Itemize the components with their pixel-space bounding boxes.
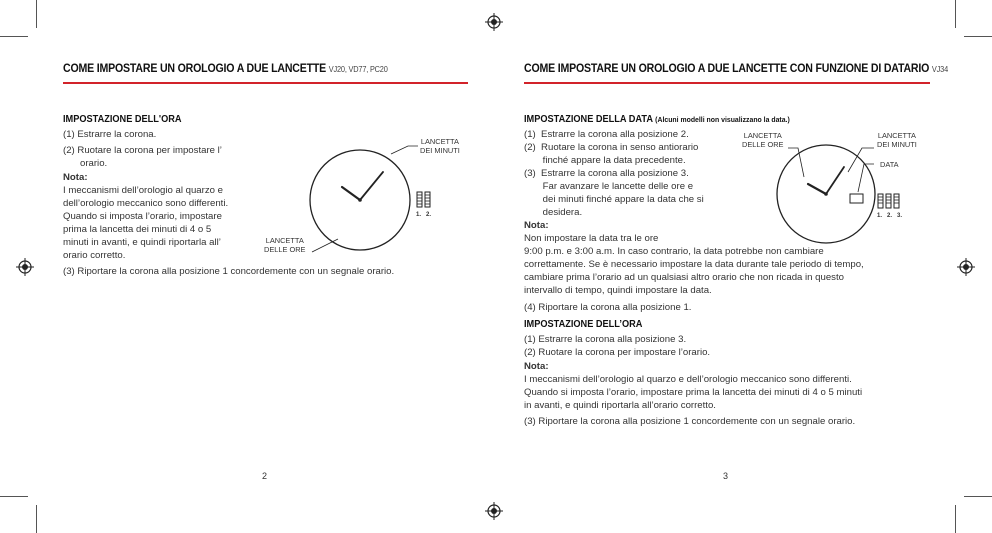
left-note-label: Nota:	[63, 172, 88, 183]
right-heading-date: IMPOSTAZIONE DELLA DATA (Alcuni modelli non visualizzano la data.)	[524, 114, 790, 125]
minute-hand	[826, 167, 844, 194]
left-step-1: (1) Estrarre la corona.	[63, 129, 157, 140]
right-date-note-label: Nota:	[524, 220, 549, 231]
right-date-step-4: (4) Riportare la corona alla posizione 1.	[524, 302, 692, 313]
leader-line-date	[858, 164, 874, 192]
right-time-note-label: Nota:	[524, 361, 549, 372]
right-page-number: 3	[723, 471, 729, 481]
leader-line-hour	[312, 239, 338, 252]
leader-line-hour	[788, 148, 804, 177]
right-crown-positions: 1. 2. 3.	[877, 213, 903, 219]
left-label-minute-hand: LANCETTA DEI MINUTI	[420, 137, 460, 155]
right-time-step-3: (3) Riportare la corona alla posizione 1 concordemente con un segnale orario.	[524, 416, 856, 427]
left-step-2-cont: orario.	[80, 158, 108, 169]
right-label-hour-hand: LANCETTA DELLE ORE	[742, 131, 784, 149]
crop-mark	[955, 505, 956, 533]
right-page-title: COME IMPOSTARE UN OROLOGIO A DUE LANCETTE CON FUNZIONE DI DATARIO VJ34	[524, 63, 948, 75]
hour-hand	[342, 187, 360, 200]
right-time-step-2: (2) Ruotare la corona per impostare l’orario.	[524, 347, 711, 358]
crop-mark	[964, 36, 992, 37]
crown-icon	[878, 194, 899, 208]
minute-hand	[360, 172, 383, 200]
registration-mark-icon	[957, 258, 975, 276]
right-label-date: DATA	[880, 160, 899, 169]
hour-hand	[808, 184, 826, 194]
date-window	[850, 194, 863, 203]
registration-mark-icon	[16, 258, 34, 276]
right-title-models: VJ34	[931, 65, 948, 74]
left-page-title: COME IMPOSTARE UN OROLOGIO A DUE LANCETTE VJ20, VD77, PC20	[63, 63, 388, 75]
left-step-3: (3) Riportare la corona alla posizione 1 concordemente con un segnale orario.	[63, 266, 395, 277]
left-step-2: (2) Ruotare la corona per impostare l’	[63, 145, 222, 156]
hand-pivot	[824, 192, 828, 196]
left-title-rule	[63, 82, 468, 84]
crown-icon	[417, 192, 430, 207]
right-title-rule	[524, 82, 930, 84]
left-title-models: VJ20, VD77, PC20	[328, 65, 388, 74]
crop-mark	[0, 36, 28, 37]
registration-mark-icon	[485, 502, 503, 520]
crop-mark	[36, 0, 37, 28]
crop-mark	[0, 496, 28, 497]
right-heading-time: IMPOSTAZIONE DELL’ORA	[524, 319, 643, 330]
crop-mark	[36, 505, 37, 533]
left-heading-time: IMPOSTAZIONE DELL'ORA	[63, 114, 182, 125]
right-label-minute-hand: LANCETTA DEI MINUTI	[877, 131, 917, 149]
left-page-number: 2	[262, 471, 268, 481]
right-heading-date-note: (Alcuni modelli non visualizzano la data.)	[655, 115, 790, 124]
crop-mark	[955, 0, 956, 28]
leader-line-minute	[391, 146, 418, 154]
left-label-hour-hand: LANCETTA DELLE ORE	[264, 236, 306, 254]
right-time-step-1: (1) Estrarre la corona alla posizione 3.	[524, 334, 687, 345]
hand-pivot	[358, 198, 362, 202]
registration-mark-icon	[485, 13, 503, 31]
crop-mark	[964, 496, 992, 497]
left-crown-positions: 1. 2.	[416, 212, 432, 218]
